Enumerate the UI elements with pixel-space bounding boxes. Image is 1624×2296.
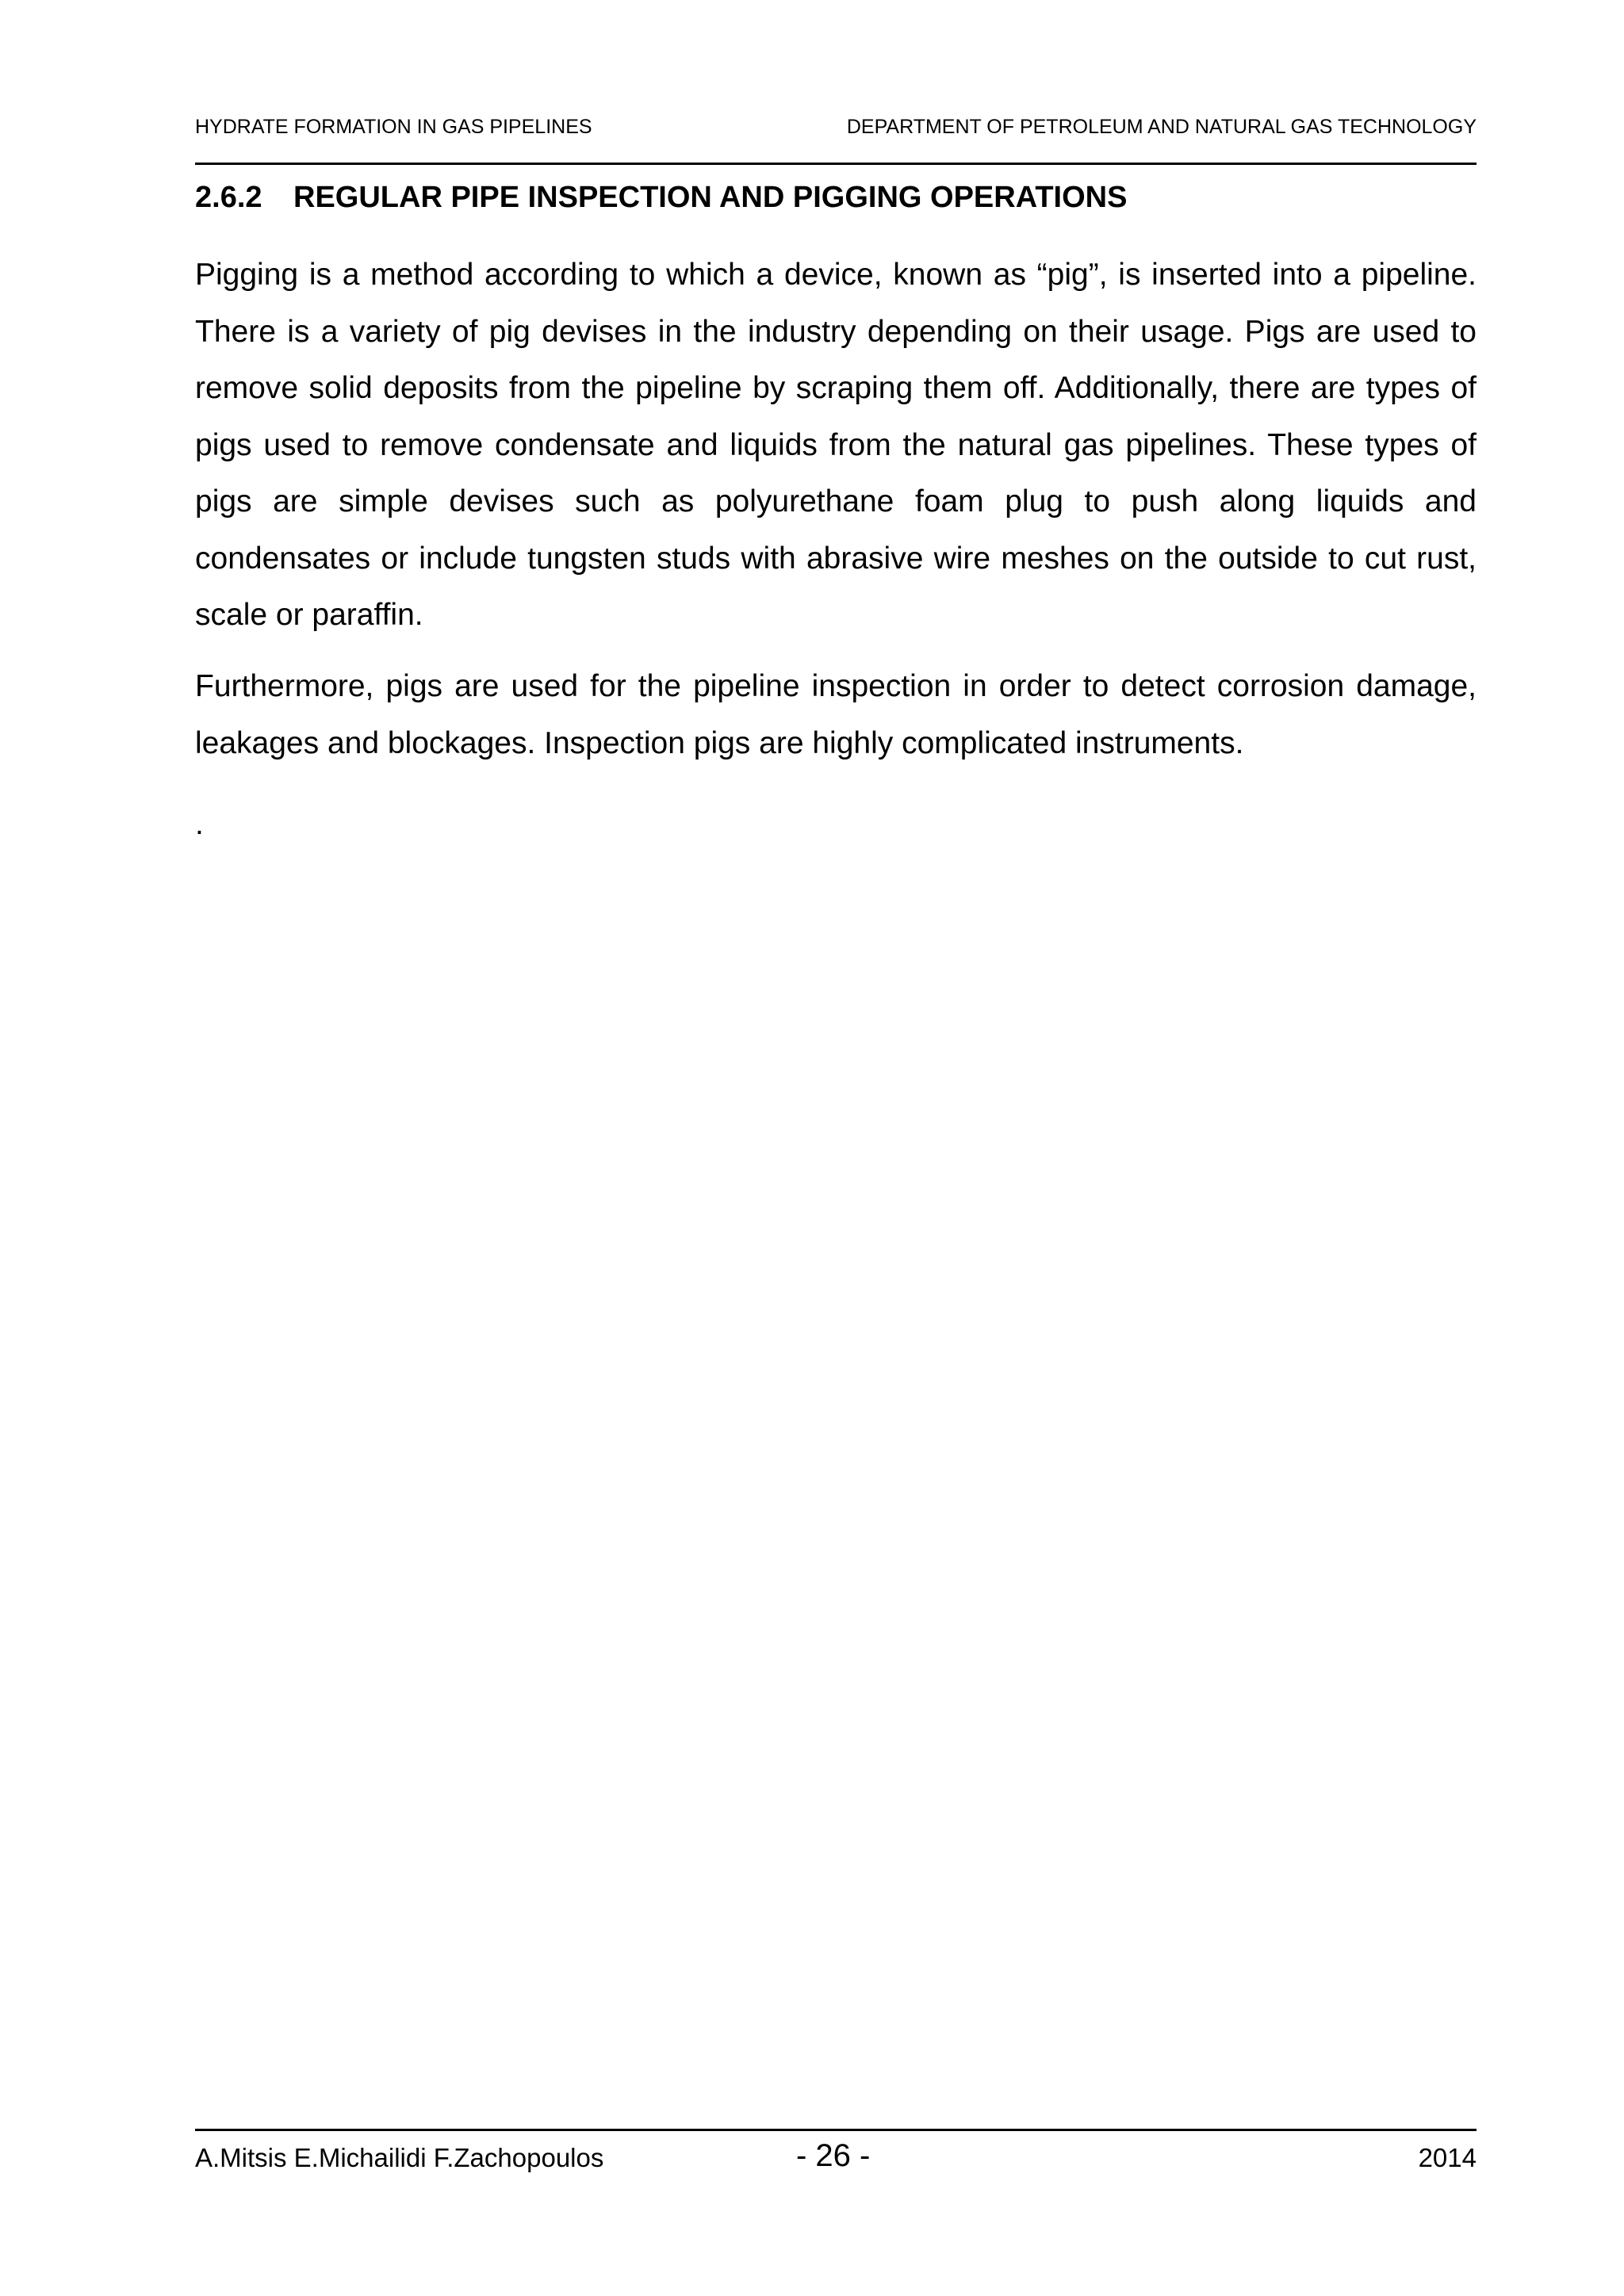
body-paragraph-2: Furthermore, pigs are used for the pipeline inspection in order to detect corrosion damage, leakages and blockages. Inspection pigs are highly complicated instruments.: [195, 669, 1477, 760]
header-divider: [195, 163, 1477, 165]
footer-year: 2014: [1418, 2143, 1477, 2172]
section-title: REGULAR PIPE INSPECTION AND PIGGING OPERATIONS: [293, 181, 1128, 214]
section-heading: [195, 181, 1477, 215]
stray-period: .: [195, 807, 204, 841]
header-department: DEPARTMENT OF PETROLEUM AND NATURAL GAS TECHNOLOGY: [846, 116, 1477, 138]
section-number: 2.6.2: [195, 181, 262, 214]
header-document-title: HYDRATE FORMATION IN GAS PIPELINES: [195, 116, 592, 138]
page-footer: [195, 2138, 1477, 2178]
page-header: [195, 116, 1477, 144]
footer-authors: A.Mitsis E.Michailidi F.Zachopoulos: [195, 2143, 604, 2172]
page-number: - 26 -: [796, 2138, 871, 2173]
footer-divider: [195, 2129, 1477, 2131]
body-paragraph-1: Pigging is a method according to which a device, known as “pig”, is inserted into a pipeline. There is a variety of pig devises in the industry depending on their usage. Pigs are used to remove solid deposits from the pipeline by scraping them off. Additionally, there are types of pigs used to remove condensate and liquids from the natural gas pipelines. These types of pigs are simple devises such as polyurethane foam plug to push along liquids and condensates or include tungsten studs with abrasive wire meshes on the outside to cut rust, scale or paraffin.: [195, 258, 1477, 632]
